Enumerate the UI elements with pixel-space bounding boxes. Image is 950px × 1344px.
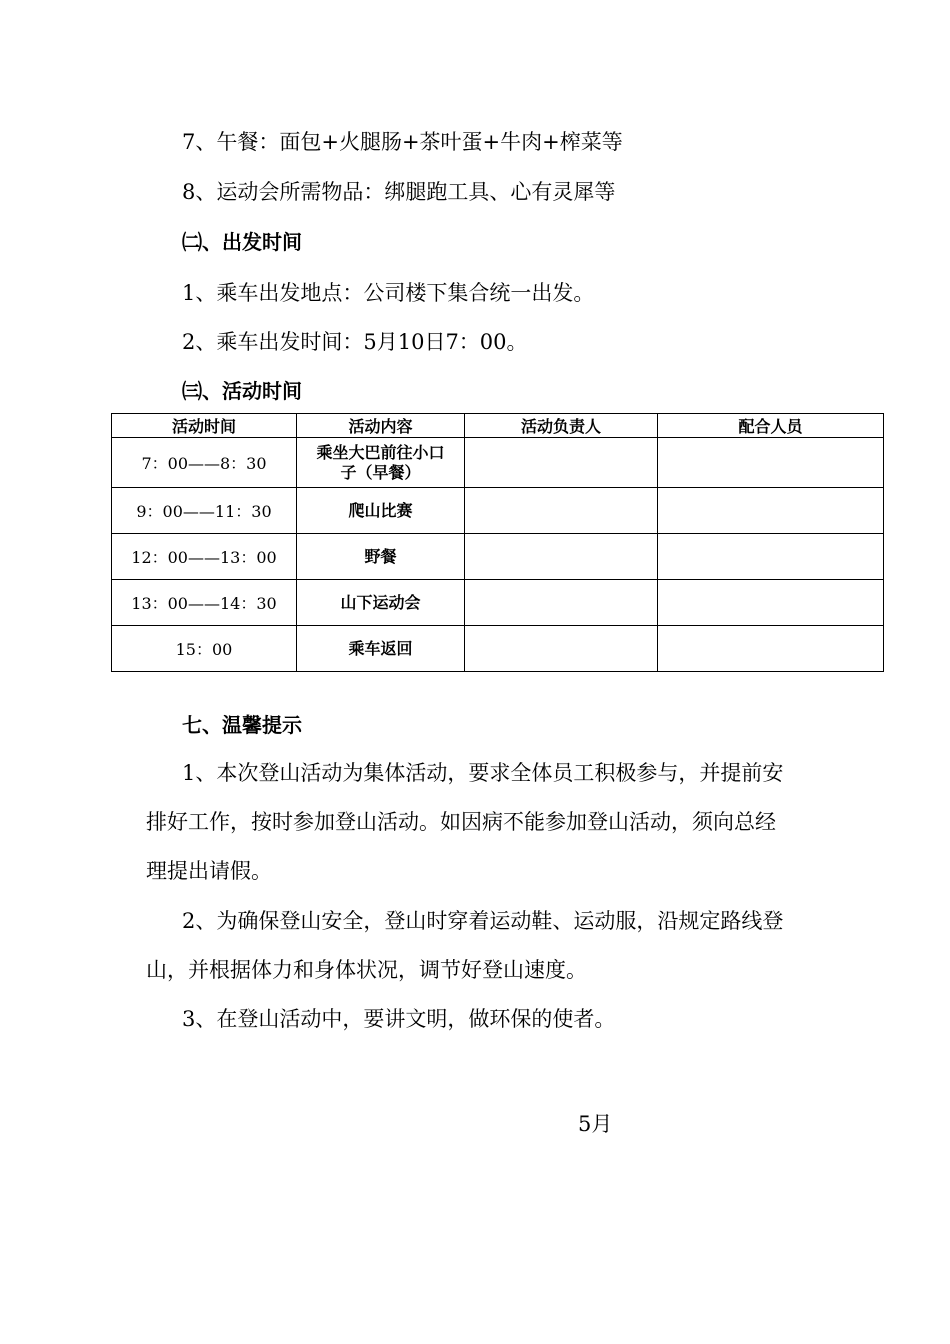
table-row (112, 534, 884, 580)
cell-helpers (658, 438, 884, 488)
departure-time-item: 2、乘车出发时间：5月10日7：00。 (182, 330, 528, 354)
sports-supplies-item: 8、运动会所需物品：绑腿跑工具、心有灵犀等 (182, 180, 616, 204)
cell-content: 野餐 (297, 534, 465, 580)
signature-date: 5月 (578, 1112, 613, 1136)
lunch-item: 7、午餐：面包+火腿肠+茶叶蛋+牛肉+榨菜等 (182, 130, 623, 154)
tip-2-line-2: 山，并根据体力和身体状况，调节好登山速度。 (146, 958, 587, 982)
tips-heading: 七、温馨提示 (182, 713, 302, 737)
cell-time: 7：00——8：30 (112, 438, 297, 488)
header-content: 活动内容 (297, 414, 465, 438)
cell-time: 15：00 (112, 626, 297, 672)
tip-1-line-2: 排好工作，按时参加登山活动。如因病不能参加登山活动，须向总经 (146, 810, 776, 834)
table-row (112, 488, 884, 534)
tip-3-line-1: 3、在登山活动中，要讲文明，做环保的使者。 (182, 1007, 616, 1031)
cell-leader (465, 626, 658, 672)
cell-time: 12：00——13：00 (112, 534, 297, 580)
cell-helpers (658, 534, 884, 580)
cell-content: 乘车返回 (297, 626, 465, 672)
cell-helpers (658, 580, 884, 626)
cell-helpers (658, 488, 884, 534)
departure-place-item: 1、乘车出发地点：公司楼下集合统一出发。 (182, 281, 595, 305)
table-row (112, 580, 884, 626)
cell-leader (465, 580, 658, 626)
activity-time-heading: ㈢、活动时间 (182, 379, 302, 403)
tip-1-line-3: 理提出请假。 (146, 859, 272, 883)
table-row (112, 626, 884, 672)
departure-time-heading: ㈡、出发时间 (182, 230, 302, 254)
tip-1-line-1: 1、本次登山活动为集体活动，要求全体员工积极参与，并提前安 (182, 761, 784, 785)
schedule-table (111, 413, 884, 672)
header-leader: 活动负责人 (465, 414, 658, 438)
cell-time: 9：00——11：30 (112, 488, 297, 534)
header-helpers: 配合人员 (658, 414, 884, 438)
cell-leader (465, 438, 658, 488)
cell-leader (465, 534, 658, 580)
cell-content: 爬山比赛 (297, 488, 465, 534)
cell-helpers (658, 626, 884, 672)
cell-leader (465, 488, 658, 534)
cell-time: 13：00——14：30 (112, 580, 297, 626)
table-header-row (112, 414, 884, 438)
table-row (112, 438, 884, 488)
cell-content: 乘坐大巴前往小口子（早餐） (297, 438, 465, 488)
header-time: 活动时间 (112, 414, 297, 438)
tip-2-line-1: 2、为确保登山安全，登山时穿着运动鞋、运动服，沿规定路线登 (182, 909, 784, 933)
cell-content: 山下运动会 (297, 580, 465, 626)
